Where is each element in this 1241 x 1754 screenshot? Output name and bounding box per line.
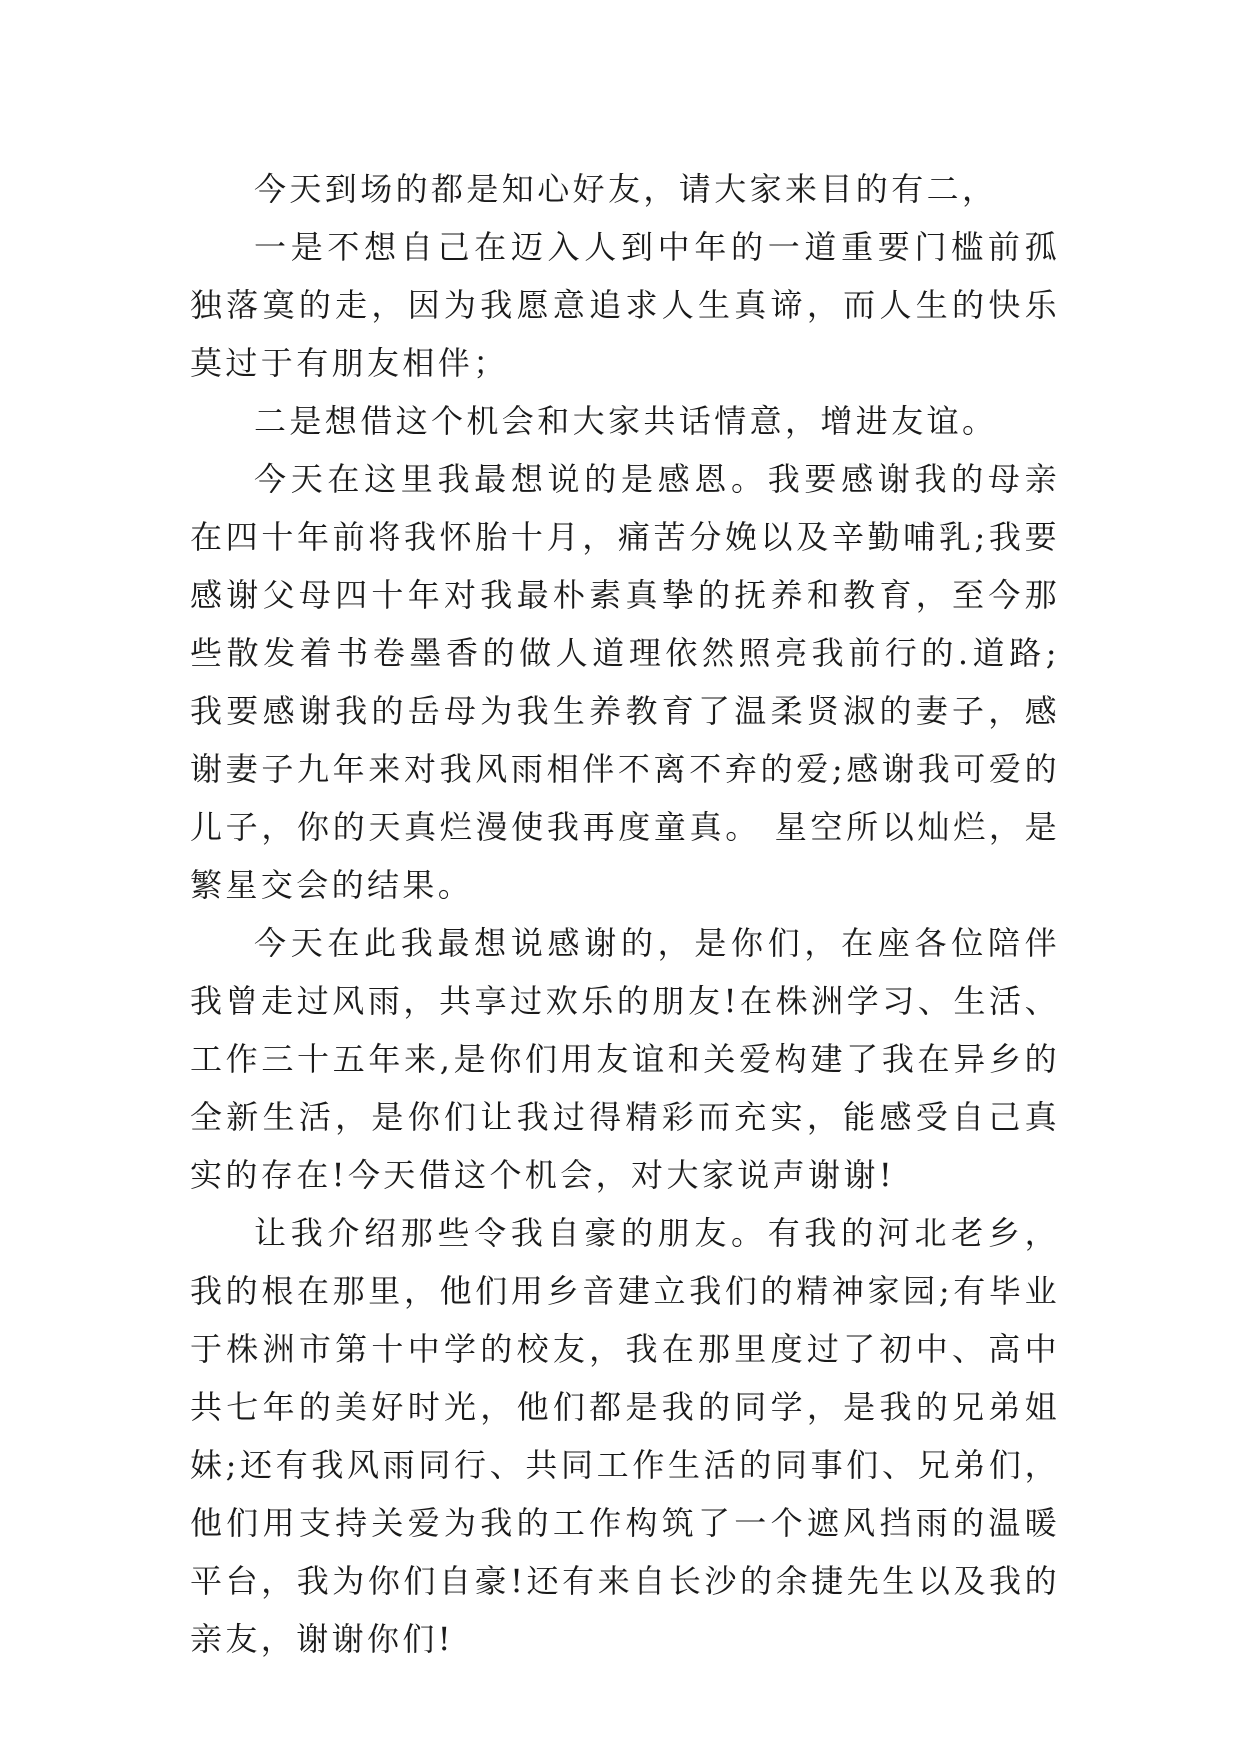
- paragraph-6: 让我介绍那些令我自豪的朋友。有我的河北老乡，我的根在那里，他们用乡音建立我们的精神家园;有毕业于株洲市第十中学的校友，我在那里度过了初中、高中共七年的美好时光，他们都是我的同学，是我的兄弟姐妹;还有我风雨同行、共同工作生活的同事们、兄弟们，他们用支持关爱为我的工作构筑了一个遮风挡雨的温暖平台，我为你们自豪!还有来自长沙的余捷先生以及我的亲友，谢谢你们!: [190, 1214, 1060, 1658]
- document-body: [190, 160, 1060, 1668]
- paragraph-2: 一是不想自己在迈入人到中年的一道重要门槛前孤独落寞的走，因为我愿意追求人生真谛，而人生的快乐莫过于有朋友相伴；: [190, 228, 1060, 382]
- paragraph-3: 二是想借这个机会和大家共话情意，增进友谊。: [254, 402, 998, 440]
- paragraph-5: 今天在此我最想说感谢的，是你们，在座各位陪伴我曾走过风雨，共享过欢乐的朋友!在株洲学习、生活、工作三十五年来,是你们用友谊和关爱构建了我在异乡的全新生活，是你们让我过得精彩而充实，能感受自己真实的存在!今天借这个机会，对大家说声谢谢!: [190, 924, 1060, 1194]
- paragraph-4: 今天在这里我最想说的是感恩。我要感谢我的母亲在四十年前将我怀胎十月，痛苦分娩以及辛勤哺乳;我要感谢父母四十年对我最朴素真挚的抚养和教育，至今那些散发着书卷墨香的做人道理依然照亮我前行的.道路;我要感谢我的岳母为我生养教育了温柔贤淑的妻子，感谢妻子九年来对我风雨相伴不离不弃的爱;感谢我可爱的儿子，你的天真烂漫使我再度童真。 星空所以灿烂，是繁星交会的结果。: [190, 460, 1060, 904]
- paragraph-1: 今天到场的都是知心好友，请大家来目的有二，: [254, 170, 998, 208]
